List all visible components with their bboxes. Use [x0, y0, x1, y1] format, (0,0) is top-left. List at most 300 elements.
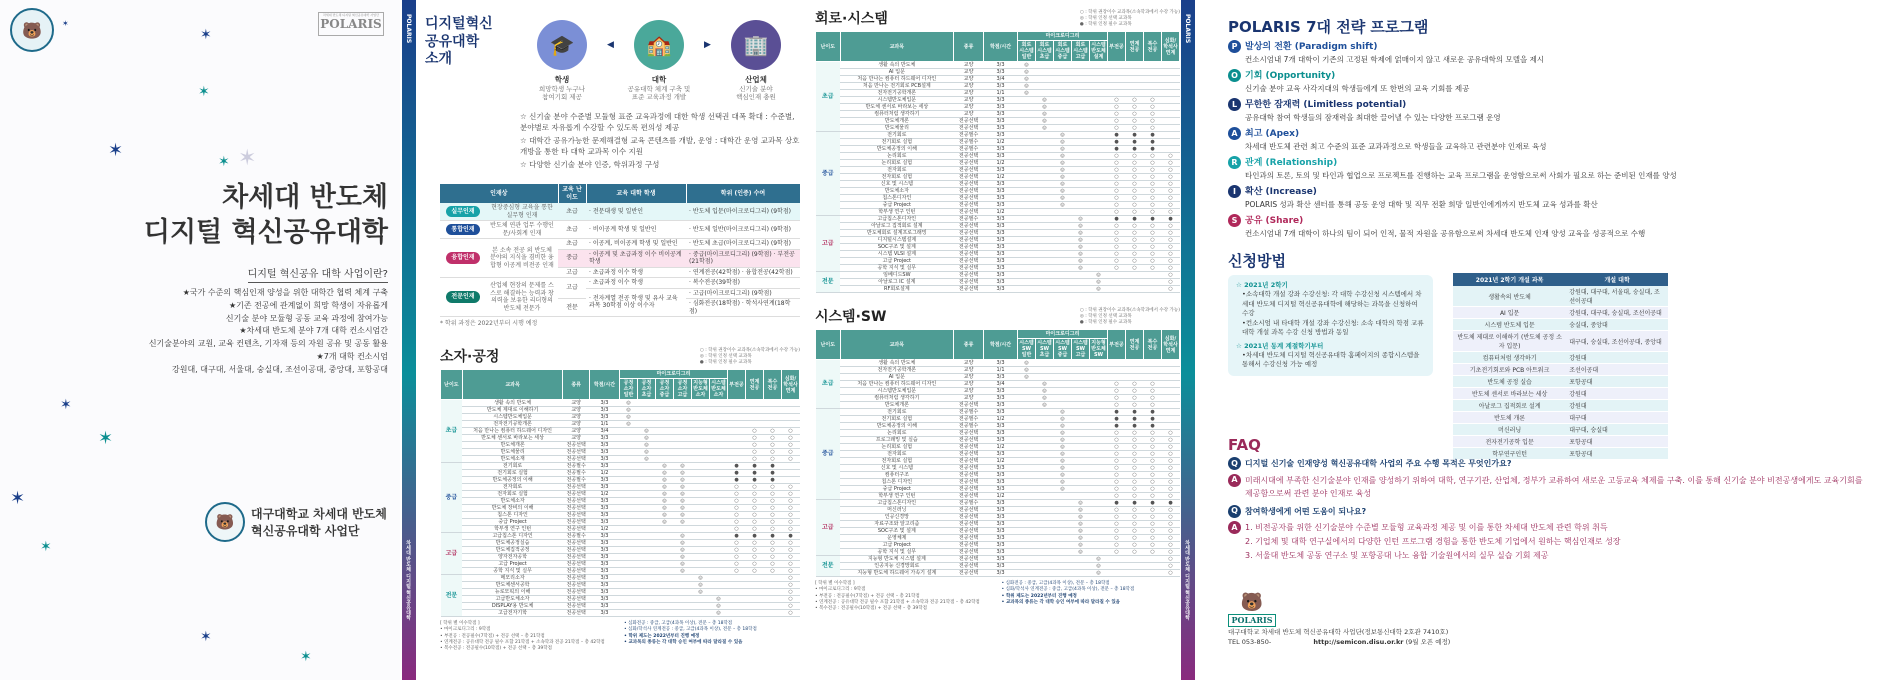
course-row	[816, 216, 1180, 223]
empty-cell	[1090, 507, 1108, 514]
degree-header: 심화/ 학석사 연계	[782, 370, 800, 400]
empty-cell	[620, 428, 638, 435]
empty-cell	[1018, 230, 1036, 237]
recommended-mark-icon: ○	[1144, 237, 1162, 244]
required-mark-icon: ●	[1126, 500, 1144, 507]
course-name: 학부생 연구 인턴	[840, 209, 954, 216]
recommended-mark-icon: ○	[1144, 111, 1162, 118]
course-credits: 3/4	[984, 76, 1018, 83]
letter-o-icon: O	[1228, 69, 1241, 82]
empty-cell	[1090, 367, 1108, 374]
course-row	[816, 423, 1180, 430]
recommended-mark-icon: ○	[1144, 521, 1162, 528]
empty-cell	[1036, 360, 1054, 367]
col-header: 난이도	[816, 32, 841, 62]
recommended-mark-icon: ○	[782, 589, 800, 596]
recommended-mark-icon: ○	[1126, 223, 1144, 230]
empty-cell	[1108, 279, 1126, 286]
recommended-mark-icon: ○	[1126, 507, 1144, 514]
empty-cell	[1054, 542, 1072, 549]
empty-cell	[1072, 374, 1090, 381]
empty-cell	[1162, 360, 1180, 367]
actors-diagram	[520, 20, 798, 102]
talent-level: 중급	[558, 249, 586, 267]
recommended-mark-icon: ○	[1126, 167, 1144, 174]
course-row	[441, 505, 800, 512]
elective-mark-icon: ◎	[710, 610, 728, 617]
recommended-mark-icon: ○	[1108, 97, 1126, 104]
empty-cell	[1036, 374, 1054, 381]
empty-cell	[692, 603, 710, 610]
recommended-mark-icon: ○	[1126, 528, 1144, 535]
recommended-mark-icon: ○	[1108, 472, 1126, 479]
empty-cell	[1054, 556, 1072, 563]
required-mark-icon: ●	[764, 477, 782, 484]
course-name: AI 입문	[840, 374, 954, 381]
credit-note: • 심화/학석사 연계전공 : 중급, 고급(4과목 이상), 전문 – 총 18학점	[1001, 587, 1135, 593]
footer-url[interactable]: http://semicon.disu.or.kr	[1313, 638, 1404, 647]
degree-header: 연계 전공	[1126, 32, 1144, 62]
recommended-mark-icon: ○	[746, 491, 764, 498]
course-type: 전공필수	[563, 477, 590, 484]
recommended-mark-icon: ○	[1162, 223, 1180, 230]
course-type: 전공선택	[563, 540, 590, 547]
empty-cell	[1108, 62, 1126, 69]
course-credits: 3/3	[589, 407, 619, 414]
course-row	[816, 395, 1180, 402]
recommended-mark-icon: ○	[1108, 381, 1126, 388]
elective-mark-icon: ◎	[1072, 507, 1090, 514]
empty-cell	[656, 547, 674, 554]
course-type: 전공필수	[954, 216, 984, 223]
recommended-mark-icon: ○	[782, 603, 800, 610]
empty-cell	[1108, 272, 1126, 279]
course-row	[441, 533, 800, 540]
recommended-mark-icon: ○	[1126, 472, 1144, 479]
col-header: 학점/시간	[984, 32, 1018, 62]
recommended-mark-icon: ○	[1126, 521, 1144, 528]
empty-cell	[728, 589, 746, 596]
course-row	[816, 83, 1180, 90]
empty-cell	[1018, 423, 1036, 430]
empty-cell	[620, 449, 638, 456]
empty-cell	[1162, 395, 1180, 402]
empty-cell	[1036, 500, 1054, 507]
empty-cell	[638, 596, 656, 603]
empty-cell	[728, 435, 746, 442]
empty-cell	[1036, 167, 1054, 174]
talent-row	[440, 221, 800, 239]
course-type: 전공필수	[563, 470, 590, 477]
required-mark-icon: ●	[1108, 409, 1126, 416]
course-name: 중급 Project	[840, 202, 954, 209]
empty-cell	[1090, 416, 1108, 423]
course-name: DISPLAY용 반도체	[462, 603, 563, 610]
empty-cell	[1162, 76, 1180, 83]
recommended-mark-icon: ○	[782, 554, 800, 561]
empty-cell	[1036, 451, 1054, 458]
course-table	[440, 369, 800, 617]
empty-cell	[1072, 451, 1090, 458]
course-name: 인공지능 신경망회로	[840, 563, 954, 570]
empty-cell	[1162, 423, 1180, 430]
course-credits: 3/3	[589, 435, 619, 442]
empty-cell	[1072, 430, 1090, 437]
course-type: 교양	[954, 374, 984, 381]
empty-cell	[1036, 409, 1054, 416]
empty-cell	[1018, 409, 1036, 416]
talent-desc: 반도체 연관 업무 수행인문/사회계 인재	[486, 221, 558, 239]
elective-mark-icon: ◎	[1054, 146, 1072, 153]
empty-cell	[638, 582, 656, 589]
empty-cell	[674, 400, 692, 407]
course-type: 전공선택	[563, 561, 590, 568]
recommended-mark-icon: ○	[782, 435, 800, 442]
answer-line: 1. 비전공자를 위한 신기술분야 수준별 모듈형 교육과정 제공 및 이를 통한 차세대 반도체 관련 학위 취득	[1245, 523, 1608, 533]
course-row	[816, 570, 1180, 577]
course-type: 전공선택	[954, 402, 984, 409]
recommended-mark-icon: ○	[1162, 528, 1180, 535]
talent-students: · 이공계 및 초급과정 이수 비이공계 학생	[586, 249, 686, 267]
empty-cell	[1072, 279, 1090, 286]
course-credits: 3/3	[984, 237, 1018, 244]
course-row	[816, 430, 1180, 437]
elective-mark-icon: ◎	[710, 596, 728, 603]
course-name: 전자회로	[462, 484, 563, 491]
faq-question[interactable]	[1228, 505, 1868, 519]
elective-mark-icon: ◎	[692, 589, 710, 596]
degree-header: 복수 전공	[1144, 330, 1162, 360]
course-row	[816, 479, 1180, 486]
empty-cell	[1054, 251, 1072, 258]
course-type: 전공선택	[954, 223, 984, 230]
empty-cell	[692, 610, 710, 617]
elective-mark-icon: ◎	[1072, 514, 1090, 521]
offer-universities: 조선이공대	[1566, 364, 1668, 376]
course-type: 전공선택	[563, 498, 590, 505]
empty-cell	[1018, 563, 1036, 570]
required-mark-icon: ●	[746, 477, 764, 484]
elective-mark-icon: ◎	[1036, 402, 1054, 409]
empty-cell	[1018, 388, 1036, 395]
elective-mark-icon: ◎	[1036, 381, 1054, 388]
elective-mark-icon: ◎	[1072, 265, 1090, 272]
course-credits: 3/3	[984, 188, 1018, 195]
course-row	[441, 491, 800, 498]
empty-cell	[1036, 444, 1054, 451]
course-name: 공학 지식 및 실무	[462, 568, 563, 575]
course-type: 교양	[954, 62, 984, 69]
course-type: 전공선택	[954, 279, 984, 286]
course-name: 논리회로	[840, 430, 954, 437]
empty-cell	[764, 596, 782, 603]
course-type: 전공선택	[954, 258, 984, 265]
empty-cell	[674, 435, 692, 442]
micro-subheader: 시스템 SW 고급	[1073, 340, 1088, 358]
empty-cell	[746, 582, 764, 589]
course-credits: 3/3	[589, 568, 619, 575]
recommended-mark-icon: ○	[1126, 479, 1144, 486]
empty-cell	[1018, 381, 1036, 388]
recommended-mark-icon: ○	[1162, 444, 1180, 451]
course-type: 전공선택	[954, 195, 984, 202]
strategy-head: 최고 (Apex)	[1245, 129, 1300, 139]
empty-cell	[1054, 244, 1072, 251]
empty-cell	[656, 400, 674, 407]
recommended-mark-icon: ○	[1144, 223, 1162, 230]
empty-cell	[638, 512, 656, 519]
empty-cell	[1162, 111, 1180, 118]
course-row	[816, 472, 1180, 479]
empty-cell	[1072, 367, 1090, 374]
offer-row	[1453, 388, 1668, 400]
empty-cell	[1036, 472, 1054, 479]
course-name: SOC구조 및 설계	[840, 244, 954, 251]
required-mark-icon: ●	[764, 470, 782, 477]
intro-bullet: ☆ 대학간 공유가능한 문제해결형 교육 콘텐츠를 개발, 운영 : 대학간 운영 교과목 상호개방을 통한 타 대학 교과목 이수 지원	[520, 135, 800, 156]
empty-cell	[710, 491, 728, 498]
empty-cell	[1090, 160, 1108, 167]
talent-level: 고급	[558, 267, 586, 278]
empty-cell	[1090, 521, 1108, 528]
recommended-mark-icon: ○	[1162, 265, 1180, 272]
empty-cell	[1090, 374, 1108, 381]
empty-cell	[692, 456, 710, 463]
empty-cell	[1036, 83, 1054, 90]
empty-cell	[1090, 90, 1108, 97]
course-credits: 3/3	[984, 402, 1018, 409]
course-offer-table-wrap	[1453, 273, 1668, 460]
recommended-mark-icon: ○	[1108, 507, 1126, 514]
course-name: 고급 Project	[462, 561, 563, 568]
star-icon: ✶	[108, 140, 124, 161]
recommended-mark-icon: ○	[1162, 514, 1180, 521]
course-row	[816, 209, 1180, 216]
required-mark-icon: ●	[746, 463, 764, 470]
empty-cell	[1162, 69, 1180, 76]
recommended-mark-icon: ○	[782, 568, 800, 575]
recommended-mark-icon: ○	[1144, 430, 1162, 437]
strategy-desc: 차세대 반도체 관련 최고 수준의 표준 교과과정으로 학생들을 교육하고 관련분야 인재로 육성	[1245, 142, 1547, 151]
intro-line: 신기술 분야 모듈형 공동 교육 과정에 참여가능	[225, 313, 388, 323]
recommended-mark-icon: ○	[764, 568, 782, 575]
strategy-item	[1228, 40, 1868, 65]
recommended-mark-icon: ○	[1144, 244, 1162, 251]
recommended-mark-icon: ○	[728, 547, 746, 554]
course-credits: 3/3	[984, 528, 1018, 535]
empty-cell	[692, 421, 710, 428]
faq-title: FAQ	[1228, 436, 1261, 454]
empty-cell	[1090, 500, 1108, 507]
elective-mark-icon: ◎	[1072, 521, 1090, 528]
empty-cell	[656, 540, 674, 547]
course-credits: 3/3	[589, 463, 619, 470]
degree-header: 심화/ 학석사 연계	[1162, 32, 1180, 62]
recommended-mark-icon: ○	[1162, 451, 1180, 458]
empty-cell	[674, 610, 692, 617]
empty-cell	[620, 463, 638, 470]
course-row	[441, 540, 800, 547]
elective-mark-icon: ◎	[1072, 500, 1090, 507]
required-mark-icon: ●	[1108, 132, 1126, 139]
legend-item: ● : 학위 인정 필수 교과목	[699, 360, 752, 366]
empty-cell	[638, 477, 656, 484]
empty-cell	[674, 442, 692, 449]
recommended-mark-icon: ○	[782, 442, 800, 449]
course-row	[816, 167, 1180, 174]
course-type: 전공필수	[563, 533, 590, 540]
course-type: 전공선택	[563, 512, 590, 519]
empty-cell	[1162, 402, 1180, 409]
course-credits: 1/2	[984, 139, 1018, 146]
empty-cell	[764, 610, 782, 617]
empty-cell	[1072, 381, 1090, 388]
recommended-mark-icon: ○	[1162, 479, 1180, 486]
course-row	[441, 442, 800, 449]
recommended-mark-icon: ○	[1108, 118, 1126, 125]
course-row	[816, 549, 1180, 556]
recommended-mark-icon: ○	[1144, 486, 1162, 493]
recommended-mark-icon: ○	[746, 554, 764, 561]
empty-cell	[1018, 556, 1036, 563]
empty-cell	[1090, 167, 1108, 174]
required-mark-icon: ●	[1126, 409, 1144, 416]
course-name: 처음 만나는 전기회로 PCB설계	[840, 83, 954, 90]
empty-cell	[710, 463, 728, 470]
empty-cell	[1054, 258, 1072, 265]
empty-cell	[1072, 395, 1090, 402]
course-row	[816, 528, 1180, 535]
micro-subheader: 시스템 SW 중급	[1055, 340, 1070, 358]
star-icon: ✶	[62, 19, 69, 28]
empty-cell	[620, 589, 638, 596]
course-credits: 3/3	[984, 465, 1018, 472]
empty-cell	[746, 596, 764, 603]
actor-desc: 공유대학 체계 구축 및	[627, 84, 691, 93]
recommended-mark-icon: ○	[1126, 395, 1144, 402]
empty-cell	[692, 540, 710, 547]
course-row	[816, 507, 1180, 514]
course-row	[441, 512, 800, 519]
course-credits: 3/3	[984, 286, 1018, 293]
recommended-mark-icon: ○	[1108, 258, 1126, 265]
course-type: 교양	[563, 428, 590, 435]
empty-cell	[1018, 146, 1036, 153]
course-credits: 3/3	[589, 589, 619, 596]
course-row	[816, 62, 1180, 69]
course-name: 반도체 장비의 이해	[462, 505, 563, 512]
elective-mark-icon: ◎	[1090, 556, 1108, 563]
elective-mark-icon: ◎	[674, 533, 692, 540]
empty-cell	[1018, 279, 1036, 286]
course-row	[816, 104, 1180, 111]
course-name: 고급칩스톤 디자인	[462, 533, 563, 540]
org-block	[205, 502, 387, 542]
course-credits: 3/3	[589, 603, 619, 610]
course-row	[441, 498, 800, 505]
empty-cell	[1054, 223, 1072, 230]
empty-cell	[638, 491, 656, 498]
micro-subheader: 공정 소자 고급	[674, 379, 692, 400]
degree-header: 복수 전공	[1144, 32, 1162, 62]
offer-header: 2021년 2학기 개설 과목	[1453, 273, 1566, 286]
talent-level: 초급	[558, 239, 586, 250]
empty-cell	[710, 414, 728, 421]
star-icon: ✶	[40, 539, 52, 555]
recommended-mark-icon: ○	[782, 526, 800, 533]
recommended-mark-icon: ○	[728, 561, 746, 568]
recommended-mark-icon: ○	[1144, 395, 1162, 402]
empty-cell	[1036, 90, 1054, 97]
micro-subheader: 공정 소자 중급	[656, 379, 674, 400]
elective-mark-icon: ◎	[1054, 416, 1072, 423]
empty-cell	[1054, 209, 1072, 216]
recommended-mark-icon: ○	[1126, 514, 1144, 521]
course-row	[816, 374, 1180, 381]
elective-mark-icon: ◎	[1072, 549, 1090, 556]
empty-cell	[1072, 472, 1090, 479]
degree-header: 심화/ 학석사 연계	[1162, 330, 1180, 360]
empty-cell	[1018, 458, 1036, 465]
course-type: 교양	[954, 90, 984, 97]
offer-universities: 강원대	[1566, 388, 1668, 400]
empty-cell	[620, 526, 638, 533]
course-name: 반도체소자	[462, 498, 563, 505]
course-name: 머신러닝	[840, 507, 954, 514]
empty-cell	[620, 540, 638, 547]
col-header: 종류	[954, 32, 984, 62]
elective-mark-icon: ◎	[1072, 216, 1090, 223]
talent-level: 초급	[558, 203, 586, 221]
empty-cell	[1162, 409, 1180, 416]
course-type: 교양	[954, 395, 984, 402]
faq-question[interactable]	[1228, 457, 1868, 471]
empty-cell	[764, 582, 782, 589]
empty-cell	[674, 582, 692, 589]
empty-cell	[1072, 125, 1090, 132]
course-credits: 3/3	[984, 118, 1018, 125]
empty-cell	[1108, 374, 1126, 381]
empty-cell	[1018, 395, 1036, 402]
legend-item: ○ : 학위 권장이수 교과목(소속학과에서 수강 가능)	[1079, 10, 1180, 16]
recommended-mark-icon: ○	[1144, 535, 1162, 542]
talent-table	[440, 184, 801, 317]
recommended-mark-icon: ○	[1144, 388, 1162, 395]
required-mark-icon: ●	[728, 477, 746, 484]
elective-mark-icon: ◎	[638, 428, 656, 435]
elective-mark-icon: ◎	[1036, 388, 1054, 395]
course-row	[816, 416, 1180, 423]
intro-panel	[420, 0, 800, 680]
recommended-mark-icon: ○	[1108, 167, 1126, 174]
empty-cell	[1126, 279, 1144, 286]
empty-cell	[782, 463, 800, 470]
star-icon: ✶	[98, 428, 114, 449]
empty-cell	[728, 421, 746, 428]
course-credits: 3/3	[984, 223, 1018, 230]
empty-cell	[620, 533, 638, 540]
offer-universities: 포항공대	[1566, 376, 1668, 388]
empty-cell	[638, 533, 656, 540]
course-row	[816, 118, 1180, 125]
empty-cell	[710, 477, 728, 484]
course-credits: 3/3	[984, 167, 1018, 174]
course-type: 전공선택	[563, 575, 590, 582]
star-icon: ✶	[60, 397, 72, 413]
empty-cell	[1090, 430, 1108, 437]
offer-universities: 강원대	[1566, 352, 1668, 364]
recommended-mark-icon: ○	[746, 435, 764, 442]
